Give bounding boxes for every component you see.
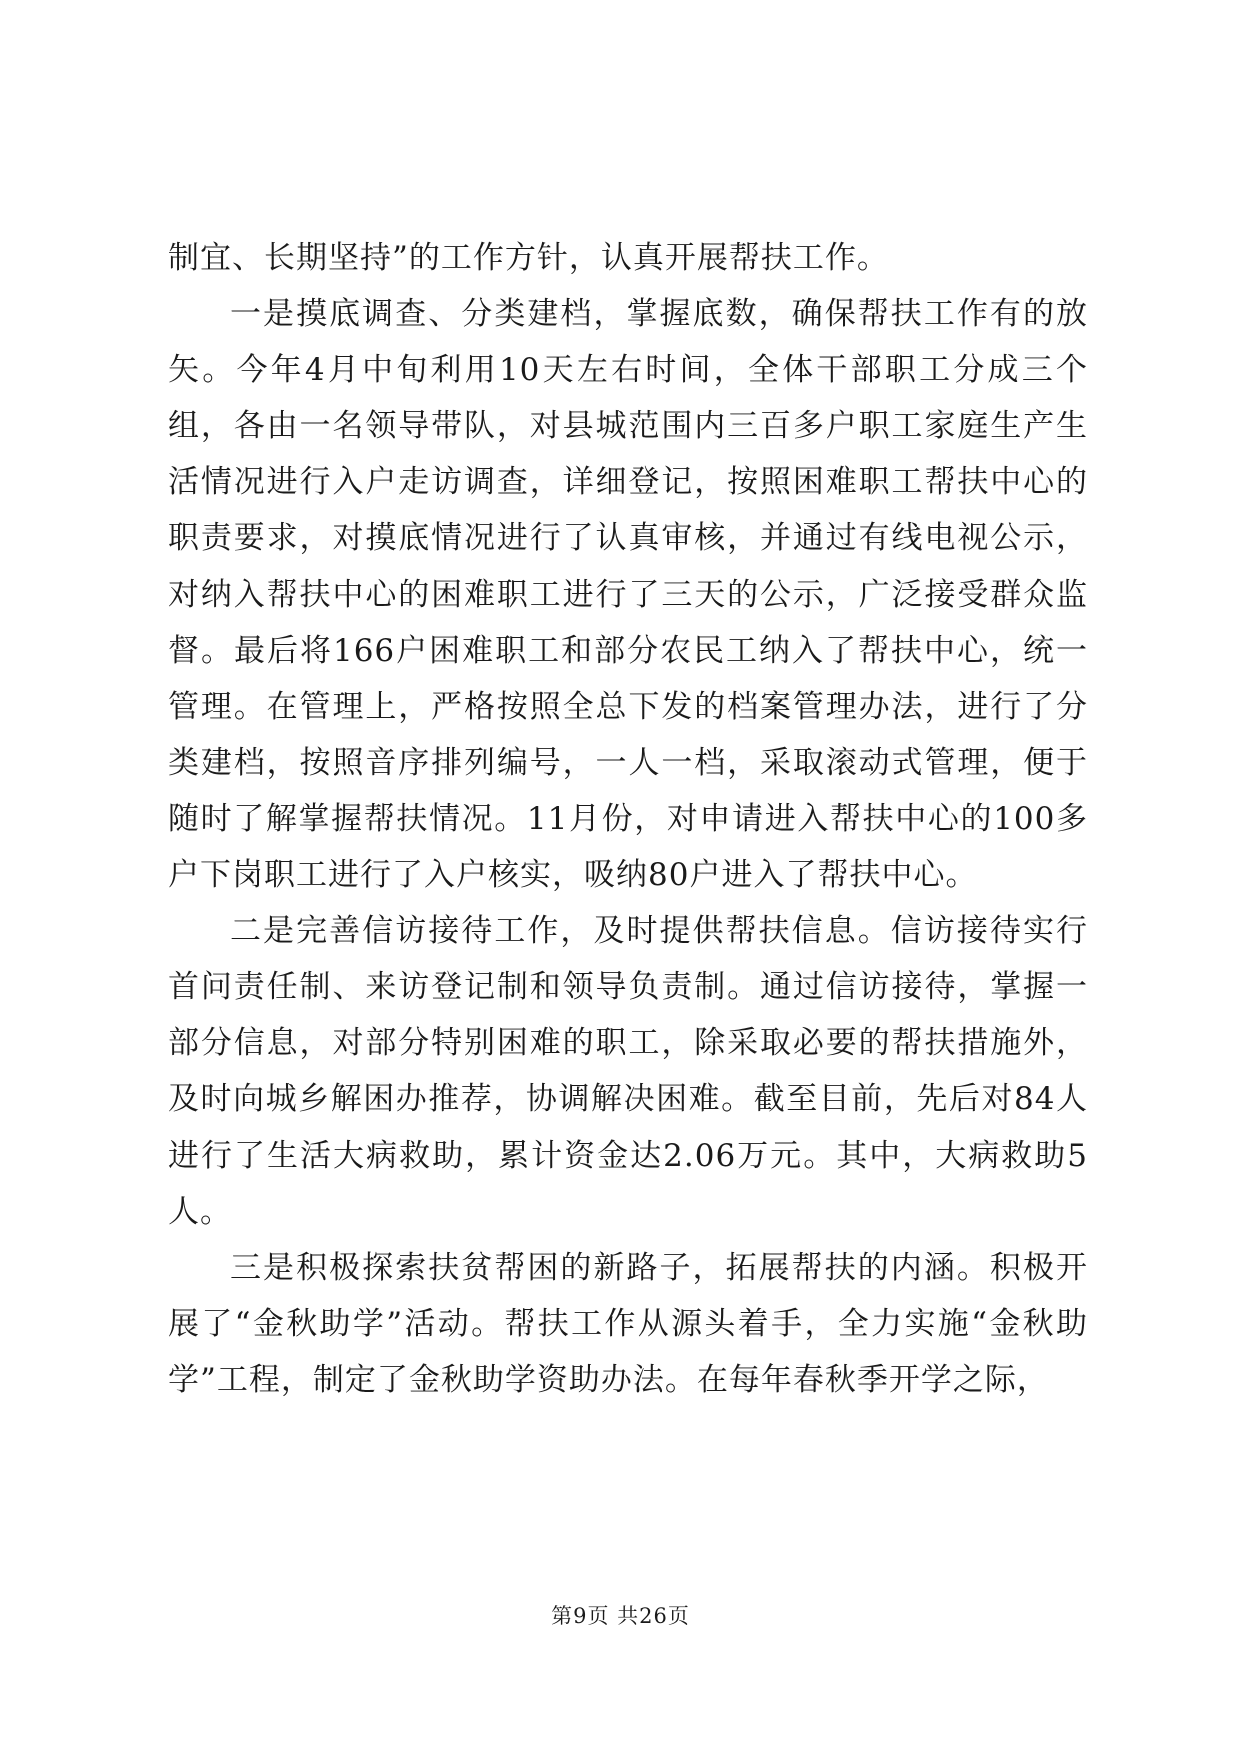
paragraph-3: 二是完善信访接待工作，及时提供帮扶信息。信访接待实行首问责任制、来访登记制和领导负责制。通过信访接待，掌握一部分信息，对部分特别困难的职工，除采取必要的帮扶措施外，及时向城乡解困办推荐，协调解决困难。截至目前，先后对84人进行了生活大病救助，累计资金达2.06万元。其中，大病救助5人。 [168, 913, 1088, 1230]
paragraph-4: 三是积极探索扶贫帮困的新路子，拓展帮扶的内涵。积极开展了“金秋助学”活动。帮扶工作从源头着手，全力实施“金秋助学”工程，制定了金秋助学资助办法。在每年春秋季开学之际， [168, 1249, 1088, 1398]
paragraph-2: 一是摸底调查、分类建档，掌握底数，确保帮扶工作有的放矢。今年4月中旬利用10天左右时间，全体干部职工分成三个组，各由一名领导带队，对县城范围内三百多户职工家庭生产生活情况进行入户走访调查，详细登记，按照困难职工帮扶中心的职责要求，对摸底情况进行了认真审核，并通过有线电视公示，对纳入帮扶中心的困难职工进行了三天的公示，广泛接受群众监督。最后将166户困难职工和部分农民工纳入了帮扶中心，统一管理。在管理上，严格按照全总下发的档案管理办法，进行了分类建档，按照音序排列编号，一人一档，采取滚动式管理，便于随时了解掌握帮扶情况。11月份，对申请进入帮扶中心的100多户下岗职工进行了入户核实，吸纳80户进入了帮扶中心。 [168, 296, 1088, 894]
paragraph-1: 制宜、长期坚持”的工作方针，认真开展帮扶工作。 [168, 240, 889, 276]
page-footer [0, 1600, 1241, 1630]
page-number: 第9页 共26页 [551, 1604, 690, 1628]
document-body [168, 230, 1088, 1408]
